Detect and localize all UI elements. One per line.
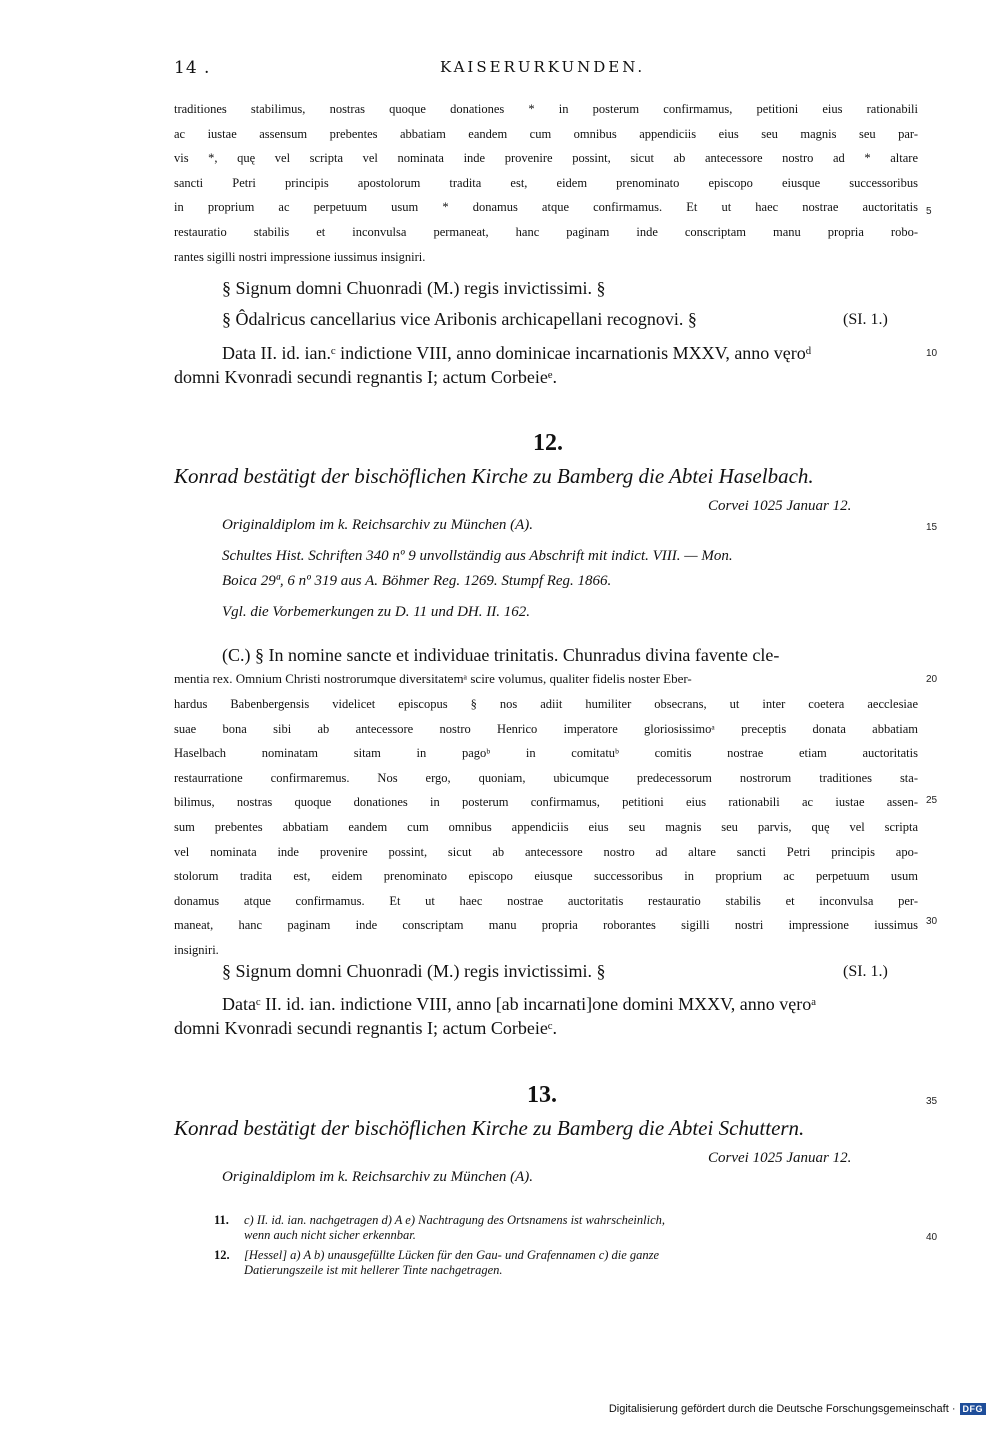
- line-number: 10: [926, 348, 938, 359]
- text-line: vel nominata inde provenire possint, sicut ab antecessore nostro ad altare sancti Petri principis apo-: [174, 844, 918, 859]
- running-title: KAISERURKUNDEN.: [440, 58, 646, 76]
- text-line: hardus Babenbergensis videlicet episcopus § nos adiit humiliter obsecrans, ut inter coetera aecclesiae: [174, 697, 918, 711]
- line-number: 5: [926, 206, 932, 217]
- text-line: sum prebentes abbatiam eandem cum omnibus appendiciis eius seu magnis seu parvis, quę vel scripta: [174, 819, 918, 834]
- doc12-invocatio: (C.) § In nomine sancte et individuae trinitatis. Chunradus divina favente cle-: [222, 645, 780, 665]
- line-number: 40: [926, 1232, 938, 1243]
- text-line: restaurratione confirmaremus. Nos ergo, quoniam, ubicumque predecessorum nostrorum traditiones sta-: [174, 770, 918, 785]
- doc12-text-block: [174, 692, 918, 963]
- doc13-number: 13.: [527, 1082, 557, 1108]
- doc12-datum-line1: Dataᶜ II. id. ian. indictione VIII, anno [ab incarnati]one domini MXXV, anno vęroᵃ: [222, 994, 817, 1014]
- doc12-place-date: Corvei 1025 Januar 12.: [708, 498, 852, 514]
- doc12-reference: Vgl. die Vorbemerkungen zu D. 11 und DH. II. 162.: [222, 604, 531, 620]
- text-line: maneat, hanc paginam inde conscriptam manu propria roborantes sigilli nostri impressione iussimus: [174, 918, 918, 933]
- text-line: sancti Petri principis apostolorum tradita est, eidem prenominato episcopo eiusque successoribus: [174, 175, 918, 190]
- doc12-intitulatio: mentia rex. Omnium Christi nostrorumque diversitatemᵃ scire volumus, qualiter fidelis noster Eber-: [174, 671, 692, 686]
- doc13-tradition: Originaldiplom im k. Reichsarchiv zu München (A).: [222, 1169, 534, 1185]
- line-number: 15: [926, 522, 938, 533]
- doc12-datum-line2: domni Kvonradi secundi regnantis I; actum Corbeieᶜ.: [174, 1018, 558, 1038]
- text-line: stolorum tradita est, eidem prenominato episcopo eiusque successoribus in proprium ac perpetuum usum: [174, 869, 918, 884]
- footnote-12-line2: Datierungszeile ist mit hellerer Tinte nachgetragen.: [244, 1263, 503, 1277]
- text-line: Haselbach nominatam sitam in pagoᵇ in comitatuᵇ comitis nostrae etiam auctoritatis: [174, 746, 918, 761]
- doc13-place-date: Corvei 1025 Januar 12.: [708, 1150, 852, 1166]
- digitization-footer: [609, 1403, 986, 1415]
- footnote-11-line2: wenn auch nicht sicher erkennbar.: [244, 1228, 416, 1242]
- doc12-sigillum: (SI. 1.): [843, 963, 888, 980]
- text-line: restauratio stabilis et inconvulsa permaneat, hanc paginam inde conscriptam manu propria robo-: [174, 224, 918, 239]
- footer-text: Digitalisierung gefördert durch die Deutsche Forschungsgemeinschaft ·: [608, 1403, 956, 1415]
- text-line: ac iustae assensum prebentes abbatiam eandem cum omnibus appendiciis eius seu magnis seu par-: [174, 126, 918, 141]
- page-number: 14 .: [174, 58, 211, 78]
- line-number: 30: [926, 916, 938, 927]
- doc12-tradition: Originaldiplom im k. Reichsarchiv zu München (A).: [222, 517, 534, 533]
- doc13-regest: Konrad bestätigt der bischöflichen Kirche zu Bamberg die Abtei Schuttern.: [174, 1116, 805, 1140]
- text-line: donamus atque confirmamus. Et ut haec nostrae auctoritatis restauratio stabilis et inconvulsa per-: [174, 893, 918, 908]
- doc11-sigillum: (SI. 1.): [843, 311, 888, 328]
- text-line: suae bona sibi ab antecessore nostro Henrico imperatore gloriosissimoᵃ preceptis donata abbatiam: [174, 721, 918, 736]
- text-line: insigniri.: [174, 942, 219, 957]
- doc12-number: 12.: [533, 430, 563, 456]
- doc12-print-line1: Schultes Hist. Schriften 340 nº 9 unvollständig aus Abschrift mit indict. VIII. — Mon.: [222, 548, 733, 564]
- footnote-12-label: 12.: [214, 1248, 230, 1262]
- footnote-12-line1: [Hessel] a) A b) unausgefüllte Lücken für den Gau- und Grafennamen c) die ganze: [244, 1248, 660, 1262]
- doc11-text-block: [174, 97, 918, 269]
- text-line: rantes sigilli nostri impressione iussimus insigniri.: [174, 249, 426, 264]
- line-number: 20: [926, 674, 938, 685]
- line-number: 25: [926, 795, 938, 806]
- dfg-logo: DFG: [960, 1403, 987, 1415]
- doc11-datum-line2: domni Kvonradi secundi regnantis I; actum Corbeieᵉ.: [174, 367, 558, 387]
- doc12-regest: Konrad bestätigt der bischöflichen Kirche zu Bamberg die Abtei Haselbach.: [174, 464, 814, 488]
- line-number: 35: [926, 1096, 938, 1107]
- doc11-signum: § Signum domni Chuonradi (M.) regis invictissimi. §: [222, 278, 606, 298]
- footnote-11-line1: c) II. id. ian. nachgetragen d) A e) Nachtragung des Ortsnamens ist wahrscheinlich,: [244, 1213, 666, 1227]
- text-line: traditiones stabilimus, nostras quoque donationes * in posterum confirmamus, petitioni eius rationabili: [174, 102, 918, 116]
- doc11-recognitio: § Ôdalricus cancellarius vice Aribonis archicapellani recognovi. §: [222, 309, 697, 329]
- text-line: in proprium ac perpetuum usum * donamus atque confirmamus. Et ut haec nostrae auctoritatis: [174, 200, 918, 215]
- text-line: bilimus, nostras quoque donationes in posterum confirmamus, petitioni eius rationabili ac iustae assen-: [174, 795, 918, 810]
- doc12-signum: § Signum domni Chuonradi (M.) regis invictissimi. §: [222, 961, 606, 981]
- text-line: vis *, quę vel scripta vel nominata inde provenire possint, sicut ab antecessore nostro ad * altare: [174, 151, 918, 166]
- doc12-print-line2: Boica 29ª, 6 nº 319 aus A. Böhmer Reg. 1269. Stumpf Reg. 1866.: [222, 573, 612, 589]
- footnote-11-label: 11.: [214, 1213, 229, 1227]
- doc11-datum-line1: Data II. id. ian.ᶜ indictione VIII, anno dominicae incarnationis MXXV, anno vęroᵈ: [222, 343, 812, 363]
